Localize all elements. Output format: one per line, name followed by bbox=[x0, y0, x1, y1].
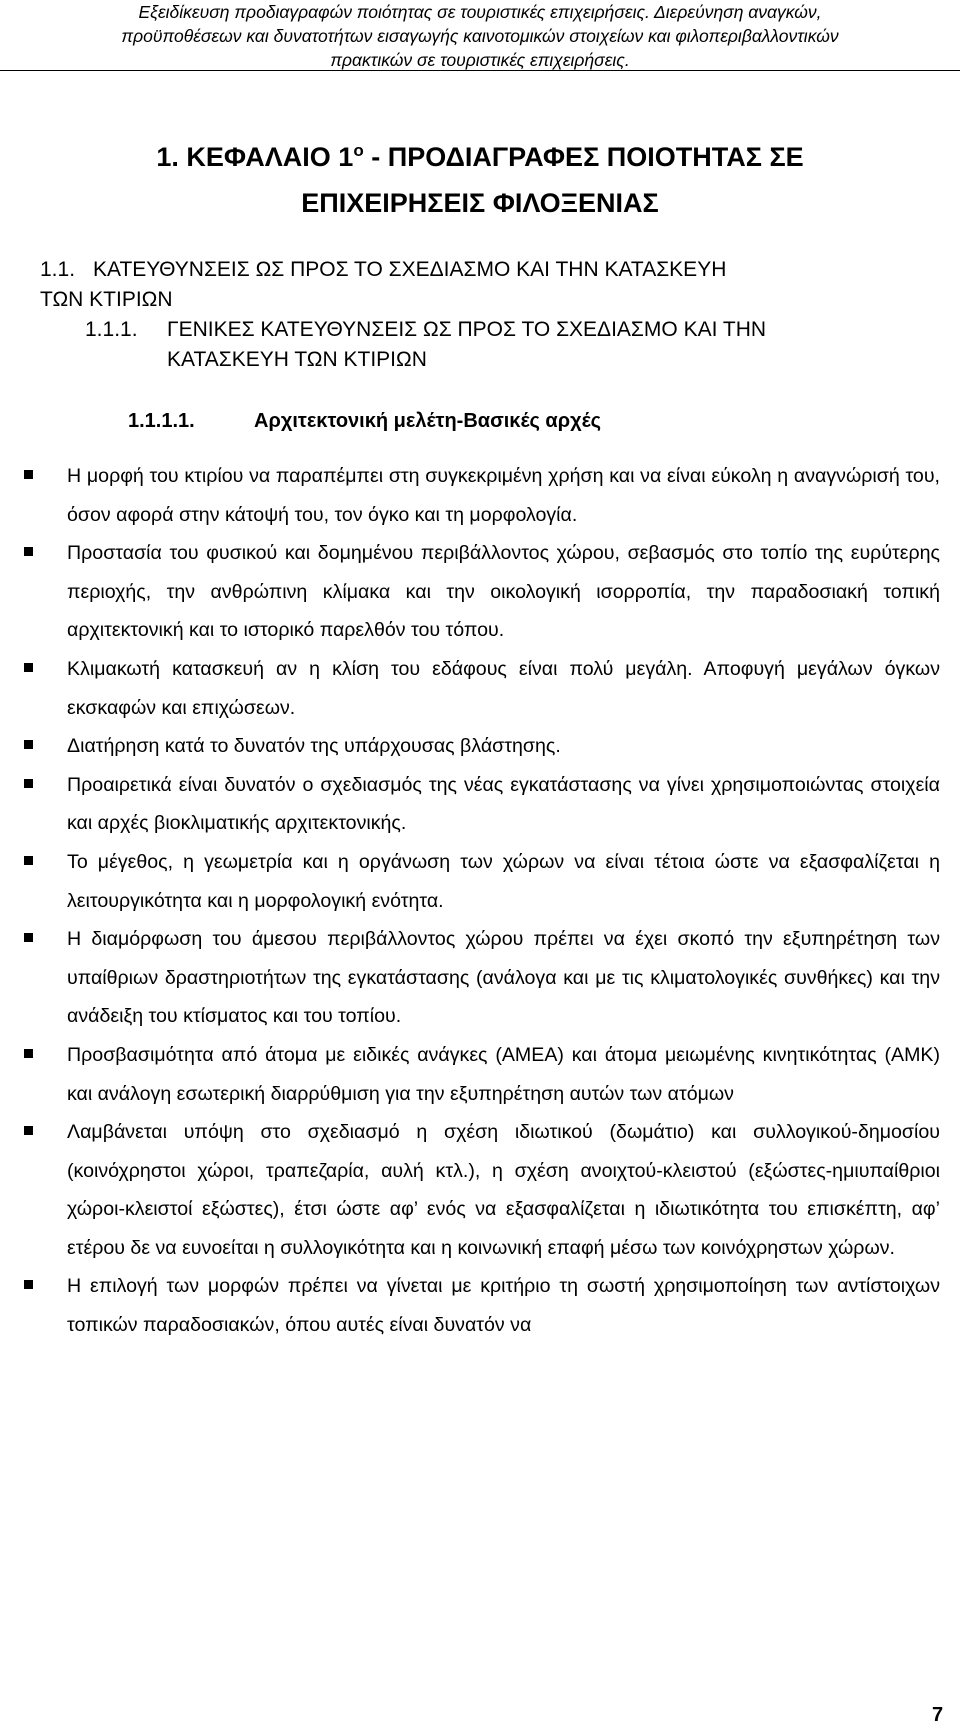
chapter-title-line-2: ΕΠΙΧΕΙΡΗΣΕΙΣ ΦΙΛΟΞΕΝΙΑΣ bbox=[301, 188, 659, 218]
bullet-text: Η διαμόρφωση του άμεσου περιβάλλοντος χώρου πρέπει να έχει σκοπό την εξυπηρέτηση των υπαίθριων δραστηριοτήτων της εγκατάστασης (ανάλογα και με τις κλιματολογικές συνθήκες) και την ανάδειξη του κτίσματος και του τοπίου. bbox=[67, 928, 940, 1028]
bullet-item bbox=[24, 1036, 940, 1113]
bullet-text: Η επιλογή των μορφών πρέπει να γίνεται με κριτήριο τη σωστή χρησιμοποίηση των αντίστοιχων τοπικών παραδοσιακών, όπου αυτές είναι δυνατόν να bbox=[67, 1275, 940, 1337]
section-heading-1-1-1 bbox=[85, 315, 935, 375]
bullet-text: Προαιρετικά είναι δυνατόν ο σχεδιασμός της νέας εγκατάστασης να γίνει χρησιμοποιώντας στοιχεία και αρχές βιοκλιματικής αρχιτεκτονικής. bbox=[67, 773, 940, 835]
page-number: 7 bbox=[932, 1704, 944, 1726]
bullet-square-icon bbox=[24, 1049, 33, 1058]
bullet-square-icon bbox=[24, 740, 33, 749]
bullet-item bbox=[24, 766, 940, 843]
bullet-text: Κλιμακωτή κατασκευή αν η κλίση του εδάφους είναι πολύ μεγάλη. Αποφυγή μεγάλων όγκων εκσκαφών και επιχώσεων. bbox=[67, 657, 940, 719]
bullet-square-icon bbox=[24, 470, 33, 479]
bullet-item bbox=[24, 727, 940, 766]
chapter-title bbox=[60, 134, 900, 226]
section-number: 1.1. bbox=[40, 258, 76, 281]
running-header-line-3: πρακτικών σε τουριστικές επιχειρήσεις. bbox=[330, 50, 630, 70]
bullet-text: Διατήρηση κατά το δυνατόν της υπάρχουσας βλάστησης. bbox=[67, 735, 561, 758]
running-header bbox=[0, 0, 960, 72]
section-heading-1-1 bbox=[40, 255, 920, 315]
bullet-list bbox=[24, 457, 940, 1345]
section-title-line-1: ΚΑΤΕΥΘΥΝΣΕΙΣ ΩΣ ΠΡΟΣ ΤΟ ΣΧΕΔΙΑΣΜΟ ΚΑΙ ΤΗΝ ΚΑΤΑΣΚΕΥΗ bbox=[93, 258, 727, 281]
header-divider bbox=[0, 70, 960, 71]
chapter-title-prefix: 1. ΚΕΦΑΛΑΙΟ 1 bbox=[156, 142, 354, 172]
bullet-square-icon bbox=[24, 663, 33, 672]
bullet-text: Προσβασιμότητα από άτομα με ειδικές ανάγκες (ΑΜΕΑ) και άτομα μειωμένης κινητικότητας (ΑΜΚ) και ανάλογη εσωτερική διαρρύθμιση για την εξυπηρέτηση αυτών των ατόμων bbox=[67, 1043, 940, 1105]
chapter-title-suffix: - ΠΡΟΔΙΑΓΡΑΦΕΣ ΠΟΙΟΤΗΤΑΣ ΣΕ bbox=[363, 142, 804, 172]
bullet-text: Το μέγεθος, η γεωμετρία και η οργάνωση των χώρων να είναι τέτοια ώστε να εξασφαλίζεται η λειτουργικότητα και η μορφολογική ενότητα. bbox=[67, 850, 940, 912]
section-title-line-1: ΓΕΝΙΚΕΣ ΚΑΤΕΥΘΥΝΣΕΙΣ ΩΣ ΠΡΟΣ ΤΟ ΣΧΕΔΙΑΣΜΟ ΚΑΙ ΤΗΝ bbox=[167, 318, 767, 341]
bullet-item bbox=[24, 920, 940, 1036]
running-header-line-1: Εξειδίκευση προδιαγραφών ποιότητας σε τουριστικές επιχειρήσεις. Διερεύνηση αναγκών, bbox=[138, 2, 822, 22]
chapter-ordinal-superscript: ο bbox=[353, 141, 364, 160]
bullet-item bbox=[24, 650, 940, 727]
bullet-item bbox=[24, 1267, 940, 1344]
bullet-square-icon bbox=[24, 779, 33, 788]
bullet-square-icon bbox=[24, 1280, 33, 1289]
bullet-square-icon bbox=[24, 1126, 33, 1135]
chapter-title-line-1 bbox=[60, 134, 900, 180]
bullet-square-icon bbox=[24, 547, 33, 556]
section-number: 1.1.1. bbox=[85, 318, 138, 341]
bullet-square-icon bbox=[24, 933, 33, 942]
section-heading-1-1-1-1 bbox=[128, 406, 601, 436]
bullet-item bbox=[24, 534, 940, 650]
bullet-item bbox=[24, 843, 940, 920]
bullet-text: Η μορφή του κτιρίου να παραπέμπει στη συγκεκριμένη χρήση και να είναι εύκολη η αναγνώρισή του, όσον αφορά στην κάτοψή του, τον όγκο και τη μορφολογία. bbox=[67, 465, 940, 526]
bullet-item bbox=[24, 1113, 940, 1267]
running-header-line-2: προϋποθέσεων και δυνατοτήτων εισαγωγής καινοτομικών στοιχείων και φιλοπεριβαλλοντικών bbox=[121, 26, 839, 46]
section-title: Αρχιτεκτονική μελέτη-Βασικές αρχές bbox=[254, 410, 602, 432]
section-title-line-2: ΚΑΤΑΣΚΕΥΗ ΤΩΝ ΚΤΙΡΙΩΝ bbox=[167, 348, 427, 371]
section-number: 1.1.1.1. bbox=[128, 410, 195, 432]
section-title-line-2: ΤΩΝ ΚΤΙΡΙΩΝ bbox=[40, 288, 173, 311]
bullet-square-icon bbox=[24, 856, 33, 865]
bullet-text: Λαμβάνεται υπόψη στο σχεδιασμό η σχέση ιδιωτικού (δωμάτιο) και συλλογικού-δημοσίου (κοινόχρηστοι χώροι, τραπεζαρία, αυλή κτλ.), η σχέση ανοιχτού-κλειστού (εξώστες-ημιυπαίθριοι χώροι-κλειστοί εξώστες), έτσι ώστε αφ’ ενός να εξασφαλίζεται η ιδιωτικότητα του επισκέπτη, αφ’ ετέρου δε να ευνοείται η συλλογικότητα και η κοινωνική επαφή μέσω των κοινόχρηστων χώρων. bbox=[67, 1121, 940, 1259]
bullet-item bbox=[24, 457, 940, 534]
bullet-text: Προστασία του φυσικού και δομημένου περιβάλλοντος χώρου, σεβασμός στο τοπίο της ευρύτερης περιοχής, την ανθρώπινη κλίμακα και την οικολογική ισορροπία, την παραδοσιακή τοπική αρχιτεκτονική και το ιστορικό παρελθόν του τόπου. bbox=[67, 542, 940, 642]
